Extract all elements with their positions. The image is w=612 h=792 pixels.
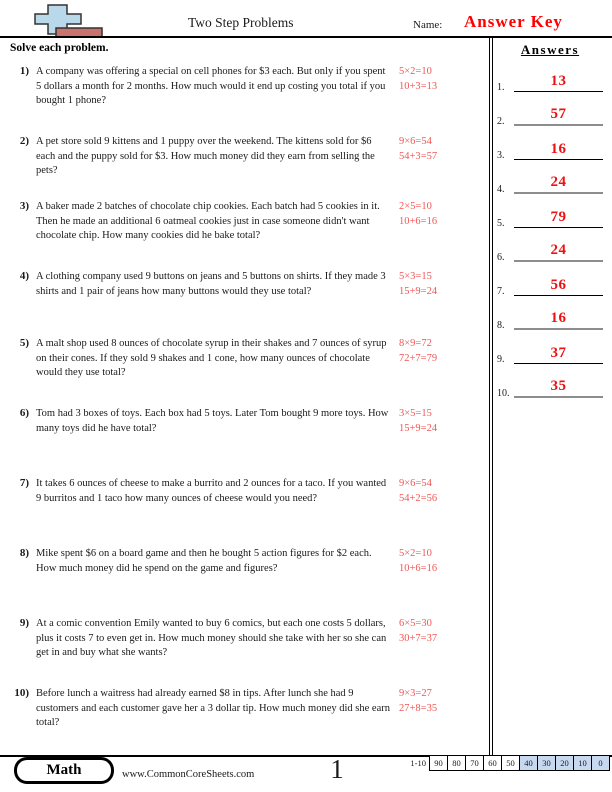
score-cell: 80	[447, 755, 466, 771]
problem-item	[0, 337, 489, 407]
problem-item	[0, 477, 489, 547]
work-step-1: 6×5=30	[399, 618, 432, 629]
answer-row-number: 8.	[497, 320, 505, 331]
answer-value: 37	[550, 345, 567, 361]
work-step-2: 10+6=16	[399, 562, 438, 574]
instruction-text: Solve each problem.	[10, 42, 109, 54]
problem-text: It takes 6 ounces of cheese to make a burrito and 2 ounces for a taco. If you wanted 9 burritos and 1 taco how many ounces of cheese would you need?	[36, 478, 387, 504]
math-plus-logo-icon	[30, 3, 110, 39]
answer-row	[494, 163, 610, 197]
answer-value: 24	[550, 174, 567, 190]
problem-number: 6)	[19, 407, 29, 419]
problem-work	[399, 337, 437, 407]
answer-value: 16	[550, 310, 567, 326]
answer-row	[494, 95, 610, 129]
work-step-1: 9×6=54	[399, 478, 432, 489]
score-cell: 30	[537, 755, 556, 771]
answer-value: 57	[550, 106, 567, 122]
score-cell: 40	[519, 755, 538, 771]
answer-blank-line	[514, 140, 603, 160]
problem-number: 4)	[19, 270, 29, 282]
work-step-2: 54+3=57	[399, 150, 438, 162]
problem-text: Before lunch a waitress had already earned $8 in tips. After lunch she had 9 customers and each customer gave her a 3 dollar tip. How much money did she earn total?	[36, 688, 390, 728]
answer-row-number: 2.	[497, 116, 505, 127]
problem-item	[0, 687, 489, 757]
answer-row	[494, 197, 610, 231]
answer-row-number: 7.	[497, 286, 505, 297]
problem-work	[399, 617, 437, 687]
problem-item	[0, 200, 489, 270]
work-step-1: 2×5=10	[399, 201, 432, 212]
answer-value: 35	[550, 378, 567, 394]
score-cells	[430, 755, 610, 771]
problem-work	[399, 200, 437, 270]
problem-work	[399, 477, 437, 547]
answer-row-number: 3.	[497, 150, 505, 161]
answer-row	[494, 367, 610, 401]
problem-number: 7)	[19, 477, 29, 489]
page-title: Two Step Problems	[188, 15, 294, 30]
work-step-2: 30+7=37	[399, 632, 438, 644]
problem-text: A baker made 2 batches of chocolate chip cookies. Each batch had 5 cookies in it. Then he made an additional 6 oatmeal cookies just in case someone didn't want chocolate chip. How many cookies did he bake total?	[36, 201, 380, 241]
score-cell: 10	[573, 755, 592, 771]
work-step-1: 9×3=27	[399, 688, 432, 699]
subject-badge	[14, 757, 114, 784]
problem-number: 9)	[19, 617, 29, 629]
answer-row	[494, 61, 610, 95]
problem-work	[399, 135, 437, 200]
work-step-2: 54+2=56	[399, 492, 438, 504]
answer-row	[494, 129, 610, 163]
problem-number: 10)	[14, 687, 29, 699]
answer-blank-line	[514, 208, 603, 228]
work-step-1: 5×2=10	[399, 66, 432, 77]
answer-key-label: Answer Key	[464, 12, 563, 31]
score-cell: 20	[555, 755, 574, 771]
work-step-1: 5×2=10	[399, 548, 432, 559]
answer-row-number: 4.	[497, 184, 505, 195]
problems-list	[0, 65, 489, 757]
problem-item	[0, 135, 489, 200]
problem-work	[399, 65, 437, 135]
work-step-1: 3×5=15	[399, 408, 432, 419]
problem-number: 1)	[19, 65, 29, 77]
work-step-2: 15+9=24	[399, 285, 438, 297]
problem-work	[399, 270, 437, 337]
answer-value: 13	[550, 73, 567, 89]
problem-text: A malt shop used 8 ounces of chocolate syrup in their shakes and 7 ounces of syrup on their cones. If they sold 9 shakes and 1 cone, how many ounces of chocolate would they use total?	[36, 338, 387, 378]
problem-number: 3)	[19, 200, 29, 212]
column-divider	[489, 37, 493, 755]
work-step-1: 5×3=15	[399, 271, 432, 282]
work-step-2: 27+8=35	[399, 702, 438, 714]
work-step-2: 10+3=13	[399, 80, 438, 92]
problem-number: 5)	[19, 337, 29, 349]
answer-row-number: 6.	[497, 252, 505, 263]
problem-text: Tom had 3 boxes of toys. Each box had 5 toys. Later Tom bought 9 more toys. How many toys did he have total?	[36, 408, 389, 434]
problem-work	[399, 687, 437, 757]
problem-number: 2)	[19, 135, 29, 147]
subject-label: Math	[17, 760, 111, 781]
problem-item	[0, 270, 489, 337]
answer-blank-line	[514, 105, 603, 126]
work-step-1: 8×9=72	[399, 338, 432, 349]
problem-item	[0, 65, 489, 135]
answer-blank-line	[514, 173, 603, 194]
answer-blank-line	[514, 377, 603, 398]
work-step-2: 10+6=16	[399, 215, 438, 227]
score-cell: 90	[429, 755, 448, 771]
answers-list	[494, 61, 610, 401]
work-step-1: 9×6=54	[399, 136, 432, 147]
answer-value: 24	[550, 242, 567, 258]
answer-row	[494, 299, 610, 333]
problem-text: A clothing company used 9 buttons on jeans and 5 buttons on shirts. If they made 3 shirts and 1 pair of jeans how many buttons would they use total?	[36, 271, 386, 297]
score-range-label: 1-10	[410, 758, 426, 768]
answer-value: 56	[550, 277, 567, 293]
score-cell: 0	[591, 755, 610, 771]
score-cell: 50	[501, 755, 520, 771]
answer-blank-line	[514, 309, 603, 330]
header-divider	[0, 36, 612, 38]
answer-blank-line	[514, 72, 603, 92]
problem-work	[399, 407, 437, 477]
problem-text: Mike spent $6 on a board game and then he bought 5 action figures for $2 each. How much money did he spend on the game and figures?	[36, 548, 372, 574]
page-number: 1	[330, 754, 344, 784]
answers-title: Answers	[520, 42, 580, 57]
answer-blank-line	[514, 344, 603, 364]
problem-item	[0, 407, 489, 477]
answer-row	[494, 265, 610, 299]
score-cell: 60	[483, 755, 502, 771]
work-step-2: 15+9=24	[399, 422, 438, 434]
answer-row	[494, 231, 610, 265]
website-text: www.CommonCoreSheets.com	[122, 769, 255, 780]
answer-row-number: 9.	[497, 354, 505, 365]
problem-text: A company was offering a special on cell phones for $3 each. But only if you spent 5 dollars a month for 2 months. How much would it end up costing you total if you bought 1 phone?	[36, 66, 386, 106]
answer-row	[494, 333, 610, 367]
answer-value: 79	[550, 209, 567, 225]
answer-value: 16	[550, 141, 567, 157]
problem-text: At a comic convention Emily wanted to buy 6 comics, but each one costs 5 dollars, plus it costs 7 to even get in. How much money should she take with her so she can get in and buy what she wants?	[36, 618, 387, 658]
problem-text: A pet store sold 9 kittens and 1 puppy over the weekend. The kittens sold for $6 each and the puppy sold for $3. How much money did they earn from selling the pets?	[36, 136, 375, 176]
problem-work	[399, 547, 437, 617]
score-cell: 70	[465, 755, 484, 771]
answer-blank-line	[514, 241, 603, 262]
answer-row-number: 10.	[497, 388, 510, 399]
name-label: Name:	[413, 19, 443, 31]
problem-item	[0, 617, 489, 687]
answer-blank-line	[514, 276, 603, 296]
work-step-2: 72+7=79	[399, 352, 438, 364]
score-table	[410, 755, 610, 771]
problem-item	[0, 547, 489, 617]
answer-row-number: 5.	[497, 218, 505, 229]
problem-number: 8)	[19, 547, 29, 559]
answer-row-number: 1.	[497, 82, 505, 93]
